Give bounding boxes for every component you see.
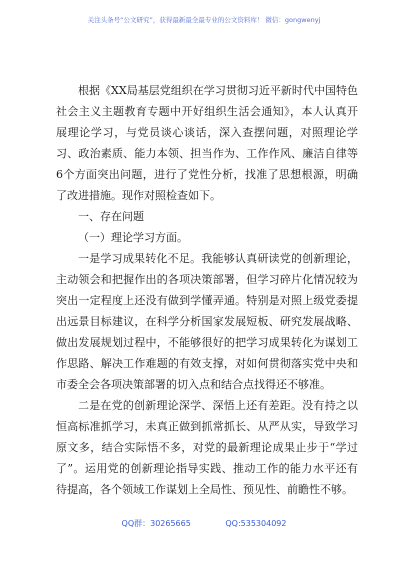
document-body (56, 80, 358, 500)
footer-qq-group: QQ群：30265665 (121, 519, 191, 528)
subsection-heading: （一）理论学习方面。 (78, 231, 188, 244)
intro-paragraph: 根据《XX局基层党组织在学习贯彻习近平新时代中国特色社会主义主题教育专题中开好组织生活会通知》，本人认真开展理论学习，与党员谈心谈话，深入查摆问题，对照理论学习、政治素质、能力本领、担当作为、工作作风、廉洁自律等6个方面突出问题，进行了党性分析，找准了思想根源，明确了改进措施。现作对照检查如下。 (56, 84, 358, 202)
body-paragraph-2: 二是在党的创新理论深学、深悟上还有差距。没有持之以恒高标准抓学习，未真正做到抓常抓长、从严从实，导致学习原文多，结合实际悟不多，对党的最新理论成果止步于“学过了”。运用党的创新理论指导实践、推动工作的能力水平还有待提高，各个领域工作谋划上全局性、预见性、前瞻性不够。 (56, 399, 358, 496)
body-paragraph-1: 一是学习成果转化不足。我能够认真研读党的创新理论，主动领会和把握作出的各项决策部署，但学习碎片化情况较为突出一定程度上还没有做到学懂弄通。特别是对照上级党委提出远景目标建议，在科学分析国家发展短板、研究发展战略、做出发展规划过程中，不能够很好的把学习成果转化为谋划工作思路、解决工作难题的有效支撑，对如何贯彻落实党中央和市委全会各项决策部署的切入点和结合点找得还不够准。 (56, 252, 358, 391)
footer-contact (0, 518, 408, 529)
footer-qq: QQ:535304092 (225, 519, 287, 528)
header-promo-text: 关注头条号“公文研究”，获得最新最全最专业的公文资料库！ 微信：gongwenyj (87, 16, 321, 24)
section-heading: 一、存在问题 (78, 210, 144, 223)
